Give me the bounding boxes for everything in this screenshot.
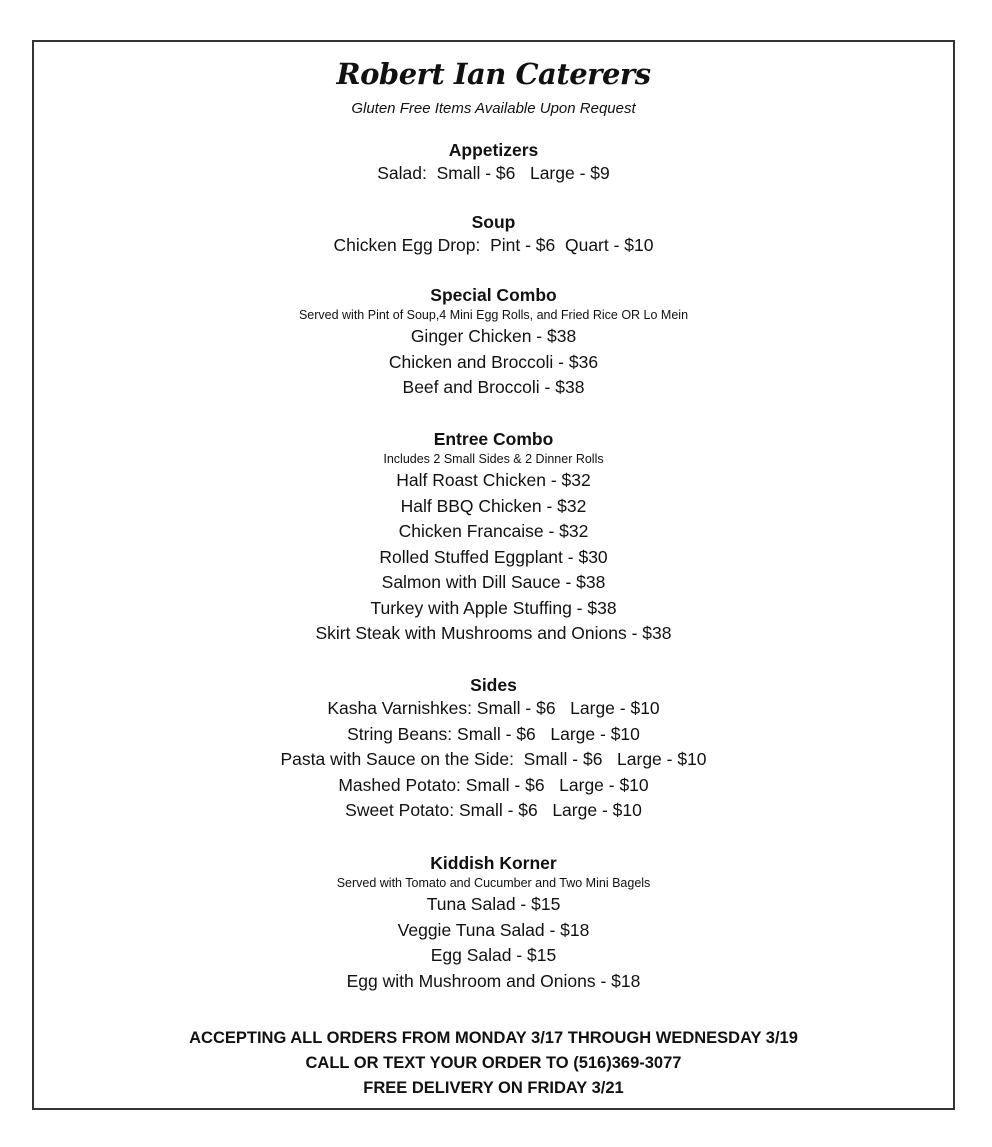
menu-item: Veggie Tuna Salad - $18 xyxy=(397,919,590,940)
menu-item: Ginger Chicken - $38 xyxy=(410,326,577,346)
section-title-entree-combo: Entree Combo xyxy=(433,429,554,449)
order-contact-text: CALL OR TEXT YOUR ORDER TO (516)369-3077 xyxy=(305,1054,682,1072)
menu-item: Skirt Steak with Mushrooms and Onions - $38 xyxy=(315,623,672,643)
page-subtitle: Gluten Free Items Available Upon Request xyxy=(351,100,636,117)
section-title-sides: Sides xyxy=(470,675,517,695)
menu-item: Half BBQ Chicken - $32 xyxy=(400,495,587,516)
menu-item: Chicken and Broccoli - $36 xyxy=(388,351,599,372)
menu-item: Chicken Egg Drop: Pint - $6 Quart - $10 xyxy=(333,235,654,255)
section-note: Includes 2 Small Sides & 2 Dinner Rolls xyxy=(383,452,604,466)
section-title-appetizers: Appetizers xyxy=(448,140,539,160)
section-sides xyxy=(34,674,953,824)
menu-item: Egg Salad - $15 xyxy=(430,945,557,965)
delivery-text: FREE DELIVERY ON FRIDAY 3/21 xyxy=(363,1079,624,1097)
menu-item: Beef and Broccoli - $38 xyxy=(402,377,585,397)
menu-item: Tuna Salad - $15 xyxy=(426,894,561,914)
menu-item: Salad: Small - $6 Large - $9 xyxy=(377,163,610,183)
menu-item: Sweet Potato: Small - $6 Large - $10 xyxy=(345,800,642,820)
section-kiddish-korner xyxy=(34,852,953,994)
section-title-special-combo: Special Combo xyxy=(430,285,557,305)
menu-item: Salmon with Dill Sauce - $38 xyxy=(381,572,606,592)
menu-item: Turkey with Apple Stuffing - $38 xyxy=(370,597,617,618)
section-appetizers xyxy=(34,139,953,187)
menu-item: Egg with Mushroom and Onions - $18 xyxy=(346,970,641,991)
menu-item: Kasha Varnishkes: Small - $6 Large - $10 xyxy=(327,698,660,718)
order-info xyxy=(34,1026,953,1101)
menu-item: Rolled Stuffed Eggplant - $30 xyxy=(379,546,608,567)
page-title: Robert Ian Caterers xyxy=(336,57,651,91)
menu-item: Chicken Francaise - $32 xyxy=(398,521,589,541)
section-title-kiddish-korner: Kiddish Korner xyxy=(430,853,557,873)
section-entree-combo xyxy=(34,428,953,647)
order-window-text: ACCEPTING ALL ORDERS FROM MONDAY 3/17 THROUGH WEDNESDAY 3/19 xyxy=(189,1029,798,1047)
section-note: Served with Pint of Soup,4 Mini Egg Rolls, and Fried Rice OR Lo Mein xyxy=(298,308,689,322)
section-soup xyxy=(34,211,953,259)
section-note: Served with Tomato and Cucumber and Two Mini Bagels xyxy=(336,876,651,890)
menu-item: Pasta with Sauce on the Side: Small - $6 Large - $10 xyxy=(280,749,707,769)
menu-frame xyxy=(32,40,955,1110)
menu-item: Mashed Potato: Small - $6 Large - $10 xyxy=(338,774,649,795)
menu-item: String Beans: Small - $6 Large - $10 xyxy=(347,723,640,744)
menu-item: Half Roast Chicken - $32 xyxy=(396,470,591,490)
section-special-combo xyxy=(34,284,953,401)
section-title-soup: Soup xyxy=(471,212,516,232)
